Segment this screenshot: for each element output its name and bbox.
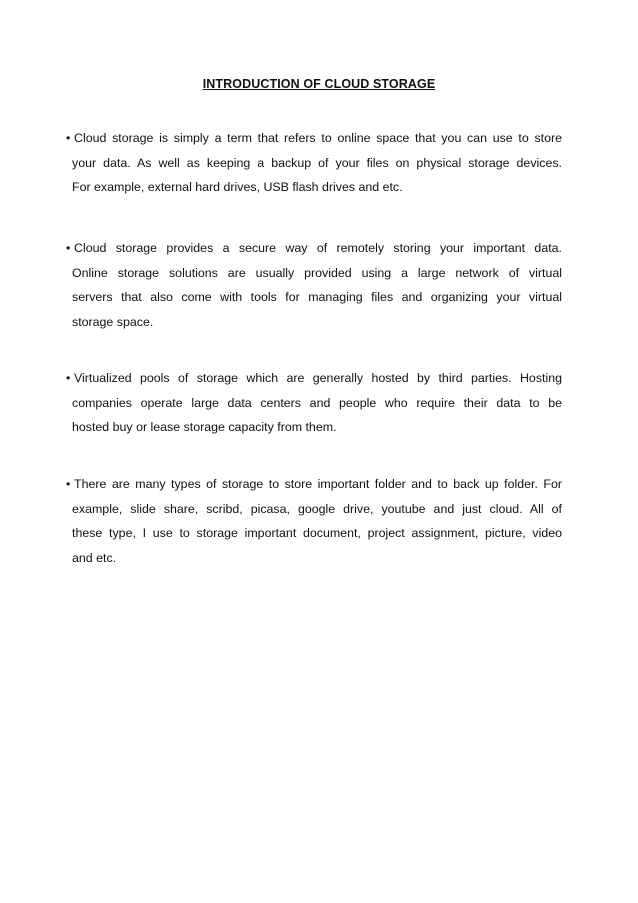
bullet-paragraph-2 xyxy=(66,236,562,334)
bullet-icon: • xyxy=(66,241,71,255)
paragraph-line: and etc. xyxy=(72,550,117,565)
bullet-paragraph-3 xyxy=(66,366,562,440)
paragraph-line: these type, I use to storage important document, project assignment, picture, video xyxy=(72,526,562,540)
paragraph-line: servers that also come with tools for managing files and organizing your virtual xyxy=(72,290,562,304)
paragraph-line: • Virtualized pools of storage which are generally hosted by third parties. Hosting xyxy=(66,366,562,391)
paragraph-line: • Cloud storage is simply a term that refers to online space that you can use to store xyxy=(66,126,562,151)
bullet-icon: • xyxy=(66,371,71,385)
paragraph-line: • There are many types of storage to store important folder and to back up folder. For xyxy=(66,472,562,497)
bullet-paragraph-1 xyxy=(66,126,562,200)
paragraph-line: For example, external hard drives, USB flash drives and etc. xyxy=(72,180,403,194)
bullet-icon: • xyxy=(66,131,71,145)
bullet-icon: • xyxy=(66,477,71,491)
page-title: INTRODUCTION OF CLOUD STORAGE xyxy=(202,77,436,91)
paragraph-line: example, slide share, scribd, picasa, google drive, youtube and just cloud. All of xyxy=(72,501,562,516)
paragraph-line: your data. As well as keeping a backup of your files on physical storage devices. xyxy=(72,155,562,170)
paragraph-line: storage space. xyxy=(72,314,154,329)
paragraph-line: Online storage solutions are usually provided using a large network of virtual xyxy=(72,265,562,280)
paragraph-line: • Cloud storage provides a secure way of remotely storing your important data. xyxy=(66,236,562,261)
paragraph-line: companies operate large data centers and people who require their data to be xyxy=(72,395,562,410)
paragraph-line: hosted buy or lease storage capacity from them. xyxy=(72,420,337,434)
bullet-paragraph-4 xyxy=(66,472,562,570)
